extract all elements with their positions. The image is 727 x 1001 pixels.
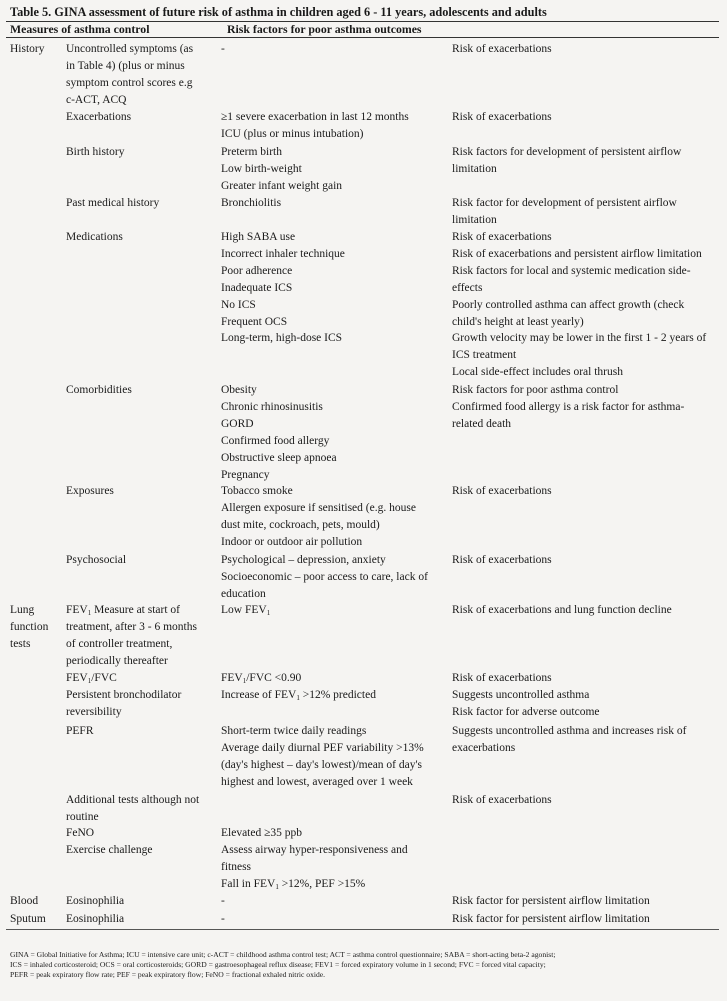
measure-cell xyxy=(66,670,216,687)
measure-cell-line: $FEV_1$ Measure at start of xyxy=(66,604,181,617)
measure-cell xyxy=(66,229,216,246)
measure-cell xyxy=(66,483,216,500)
measure-cell-line: Eosinophilia xyxy=(66,913,125,925)
outcome-cell-line: Risk factors for local and systemic medication side- xyxy=(452,264,691,277)
risk-factor-cell xyxy=(221,687,447,704)
risk-factor-cell-line: $FEV_1$/FVC <0.90 xyxy=(221,672,302,685)
risk-factor-cell-line: - xyxy=(221,913,225,925)
risk-factor-cell-line: Assess airway hyper-responsiveness and xyxy=(221,844,408,856)
risk-factor-cell-line: Bronchiolitis xyxy=(221,197,282,209)
risk-factor-cell xyxy=(221,41,447,58)
risk-factor-cell-line: fitness xyxy=(221,860,252,873)
measure-cell xyxy=(66,687,216,721)
outcome-cell xyxy=(452,552,720,569)
outcome-cell xyxy=(452,109,720,126)
outcome-cell-line: Local side-effect includes oral thrush xyxy=(452,366,623,379)
risk-factor-cell-line: Elevated ≥35 ppb xyxy=(221,827,303,839)
outcome-cell xyxy=(452,792,720,809)
outcome-cell xyxy=(452,911,720,928)
category-cell-line: function xyxy=(10,620,49,633)
risk-factor-cell-line: dust mite, cockroach, pets, mould) xyxy=(221,518,380,531)
risk-factor-cell-line: highest and lowest, averaged over 1 week xyxy=(221,775,413,788)
risk-factor-cell-line: Low $FEV_1$ xyxy=(221,604,271,617)
risk-factor-cell-line: Greater infant weight gain xyxy=(221,179,343,192)
measure-cell xyxy=(66,41,216,109)
measure-cell xyxy=(66,792,216,826)
measure-cell-line: in Table 4) (plus or minus xyxy=(66,59,185,72)
outcome-cell xyxy=(452,144,720,178)
category-cell xyxy=(10,602,60,653)
measure-cell-line: $FEV_1$/FVC xyxy=(66,672,117,685)
header-risk-factors: Risk factors for poor asthma outcomes xyxy=(227,22,422,36)
outcome-cell xyxy=(452,382,720,433)
measure-cell-line: Persistent bronchodilator xyxy=(66,689,182,701)
category-cell-line: tests xyxy=(10,637,31,650)
measure-cell xyxy=(66,195,216,212)
measure-cell-line: FeNO xyxy=(66,827,95,839)
risk-factor-cell-line: Psychological – depression, anxiety xyxy=(221,554,386,566)
measure-cell-line: treatment, after 3 - 6 months xyxy=(66,620,197,633)
outcome-cell-line: exacerbations xyxy=(452,741,516,754)
risk-factor-cell-line: Confirmed food allergy xyxy=(221,434,330,447)
outcome-cell-line: Growth velocity may be lower in the first 1 - 2 years of xyxy=(452,332,707,345)
measure-cell-line: PEFR xyxy=(66,725,94,737)
measure-cell-line: Birth history xyxy=(66,146,125,158)
risk-factor-cell xyxy=(221,552,447,603)
category-cell xyxy=(10,911,60,928)
outcome-cell-line: Risk factors for poor asthma control xyxy=(452,384,619,396)
risk-factor-cell-line: Socioeconomic – poor access to care, lack of xyxy=(221,570,428,583)
risk-factor-cell-line: High SABA use xyxy=(221,231,296,243)
measure-cell-line: Past medical history xyxy=(66,197,160,209)
risk-factor-cell xyxy=(221,382,447,483)
risk-factor-cell-line: Pregnancy xyxy=(221,468,270,481)
outcome-cell xyxy=(452,483,720,500)
risk-factor-cell-line: Low birth-weight xyxy=(221,162,302,175)
risk-factor-cell-line: Poor adherence xyxy=(221,264,293,277)
category-cell-line: Sputum xyxy=(10,913,46,925)
table-title: Table 5. GINA assessment of future risk of asthma in children aged 6 - 11 years, adolescents and adults xyxy=(10,5,547,19)
risk-factor-cell xyxy=(221,842,447,893)
outcome-cell xyxy=(452,670,720,687)
measure-cell xyxy=(66,842,216,859)
outcome-cell-line: Risk of exacerbations xyxy=(452,672,552,684)
measure-cell xyxy=(66,602,216,670)
outcome-cell-line: Risk of exacerbations xyxy=(452,794,552,806)
risk-factor-cell-line: Inadequate ICS xyxy=(221,281,293,294)
risk-factor-cell xyxy=(221,195,447,212)
measure-cell xyxy=(66,723,216,740)
outcome-cell xyxy=(452,687,720,721)
measure-cell xyxy=(66,144,216,161)
risk-factor-cell-line: Tobacco smoke xyxy=(221,485,293,497)
outcome-cell xyxy=(452,41,720,58)
header-measures: Measures of asthma control xyxy=(10,22,150,36)
risk-factor-cell xyxy=(221,229,447,347)
risk-factor-cell-line: Short-term twice daily readings xyxy=(221,725,367,737)
measure-cell-line: Comorbidities xyxy=(66,384,132,396)
outcome-cell-line: Risk factors for development of persistent airflow xyxy=(452,146,682,158)
risk-factor-cell-line: ICU (plus or minus intubation) xyxy=(221,127,364,140)
outcome-cell-line: Risk factor for development of persistent airflow xyxy=(452,197,677,209)
category-cell xyxy=(10,893,60,910)
measure-cell-line: Exercise challenge xyxy=(66,844,153,856)
measure-cell-line: Exacerbations xyxy=(66,111,132,123)
bottom-rule xyxy=(6,929,719,930)
outcome-cell xyxy=(452,229,720,381)
footnote-line: PEFR = peak expiratory flow rate; PEF = peak expiratory flow; FeNO = fractional exhaled nitric oxide. xyxy=(10,970,326,980)
outcome-cell xyxy=(452,195,720,229)
risk-factor-cell-line: (day's highest – day's lowest)/mean of day's xyxy=(221,758,423,771)
outcome-cell-line: Risk factor for persistent airflow limitation xyxy=(452,895,650,907)
measure-cell-line: Exposures xyxy=(66,485,114,497)
risk-factor-cell-line: ≥1 severe exacerbation in last 12 months xyxy=(221,111,409,123)
risk-factor-cell xyxy=(221,602,447,619)
measure-cell xyxy=(66,893,216,910)
measure-cell-line: Eosinophilia xyxy=(66,895,125,907)
measure-cell-line: Uncontrolled symptoms (as xyxy=(66,43,194,55)
measure-cell xyxy=(66,911,216,928)
measure-cell-line: Additional tests although not xyxy=(66,794,200,806)
risk-factor-cell-line: Frequent OCS xyxy=(221,315,288,328)
header-rule xyxy=(6,37,719,38)
measure-cell-line: of controller treatment, xyxy=(66,637,173,650)
risk-factor-cell-line: - xyxy=(221,895,225,907)
outcome-cell-line: Risk of exacerbations and lung function decline xyxy=(452,604,672,616)
outcome-cell-line: effects xyxy=(452,281,483,294)
measure-cell-line: symptom control scores e.g xyxy=(66,76,193,89)
risk-factor-cell-line: Obesity xyxy=(221,384,257,396)
risk-factor-cell xyxy=(221,825,447,842)
outcome-cell-line: child's height at least yearly) xyxy=(452,315,584,328)
outcome-cell-line: Confirmed food allergy is a risk factor for asthma- xyxy=(452,400,685,413)
risk-factor-cell-line: Preterm birth xyxy=(221,146,282,158)
outcome-cell-line: Risk of exacerbations xyxy=(452,554,552,566)
outcome-cell-line: Risk of exacerbations xyxy=(452,485,552,497)
measure-cell xyxy=(66,825,216,842)
measure-cell-line: reversibility xyxy=(66,705,122,718)
footnote-line: GINA = Global Initiative for Asthma; ICU = intensive care unit; c-ACT = childhood asthma control test; ACT = asthma control questionnaire; SABA = short-acting beta-2 agonist; xyxy=(10,950,556,959)
outcome-cell-line: related death xyxy=(452,417,512,430)
risk-factor-cell-line: Average daily diurnal PEF variability >13% xyxy=(221,741,424,754)
category-cell-line: Lung xyxy=(10,604,35,616)
outcome-cell-line: Suggests uncontrolled asthma and increases risk of xyxy=(452,725,687,737)
footnote-line: ICS = inhaled corticosteroid; OCS = oral corticosteroids; GORD = gastroesophageal reflux disease; FEV1 = forced expiratory volume in 1 second; FVC = forced vital capacity; xyxy=(10,960,546,970)
outcome-cell-line: Risk factor for adverse outcome xyxy=(452,705,600,718)
risk-factor-cell xyxy=(221,670,447,687)
risk-factor-cell-line: No ICS xyxy=(221,298,256,311)
risk-factor-cell-line: Obstructive sleep apnoea xyxy=(221,451,337,464)
risk-factor-cell xyxy=(221,483,447,551)
outcome-cell xyxy=(452,723,720,757)
measure-cell-line: routine xyxy=(66,810,99,823)
footnote xyxy=(10,950,718,981)
outcome-cell-line: ICS treatment xyxy=(452,349,517,362)
category-cell-line: History xyxy=(10,43,45,55)
outcome-cell-line: limitation xyxy=(452,162,497,175)
risk-factor-cell-line: Long-term, high-dose ICS xyxy=(221,332,343,345)
category-cell-line: Blood xyxy=(10,895,39,907)
measure-cell xyxy=(66,109,216,126)
outcome-cell xyxy=(452,893,720,910)
category-cell xyxy=(10,41,60,58)
risk-factor-cell xyxy=(221,723,447,791)
outcome-cell-line: Suggests uncontrolled asthma xyxy=(452,689,590,701)
risk-factor-cell-line: education xyxy=(221,587,266,600)
risk-factor-cell xyxy=(221,109,447,143)
risk-factor-cell xyxy=(221,911,447,928)
measure-cell xyxy=(66,382,216,399)
outcome-cell-line: limitation xyxy=(452,213,497,226)
outcome-cell xyxy=(452,602,720,619)
outcome-cell-line: Risk factor for persistent airflow limitation xyxy=(452,913,650,925)
risk-factor-cell-line: - xyxy=(221,43,225,55)
measure-cell-line: Medications xyxy=(66,231,123,243)
risk-factor-cell-line: Increase of $FEV_1 >12\%$ predicted xyxy=(221,689,376,702)
risk-factor-cell-line: Chronic rhinosinusitis xyxy=(221,400,323,413)
outcome-cell-line: Risk of exacerbations and persistent airflow limitation xyxy=(452,247,702,260)
risk-factor-cell xyxy=(221,893,447,910)
measure-cell-line: Psychosocial xyxy=(66,554,127,566)
risk-factor-cell-line: Allergen exposure if sensitised (e.g. house xyxy=(221,501,416,514)
measure-cell-line: c-ACT, ACQ xyxy=(66,93,127,106)
measure-cell-line: periodically thereafter xyxy=(66,654,168,667)
outcome-cell-line: Risk of exacerbations xyxy=(452,111,552,123)
risk-factor-cell-line: Incorrect inhaler technique xyxy=(221,247,345,260)
risk-factor-cell xyxy=(221,144,447,195)
outcome-cell-line: Risk of exacerbations xyxy=(452,231,552,243)
outcome-cell-line: Poorly controlled asthma can affect growth (check xyxy=(452,298,685,311)
outcome-cell-line: Risk of exacerbations xyxy=(452,43,552,55)
risk-factor-cell-line: Fall in $FEV_1 >12\%$, PEF >15% xyxy=(221,877,366,891)
risk-factor-cell-line: Indoor or outdoor air pollution xyxy=(221,535,363,548)
measure-cell xyxy=(66,552,216,569)
risk-factor-cell-line: GORD xyxy=(221,417,254,430)
